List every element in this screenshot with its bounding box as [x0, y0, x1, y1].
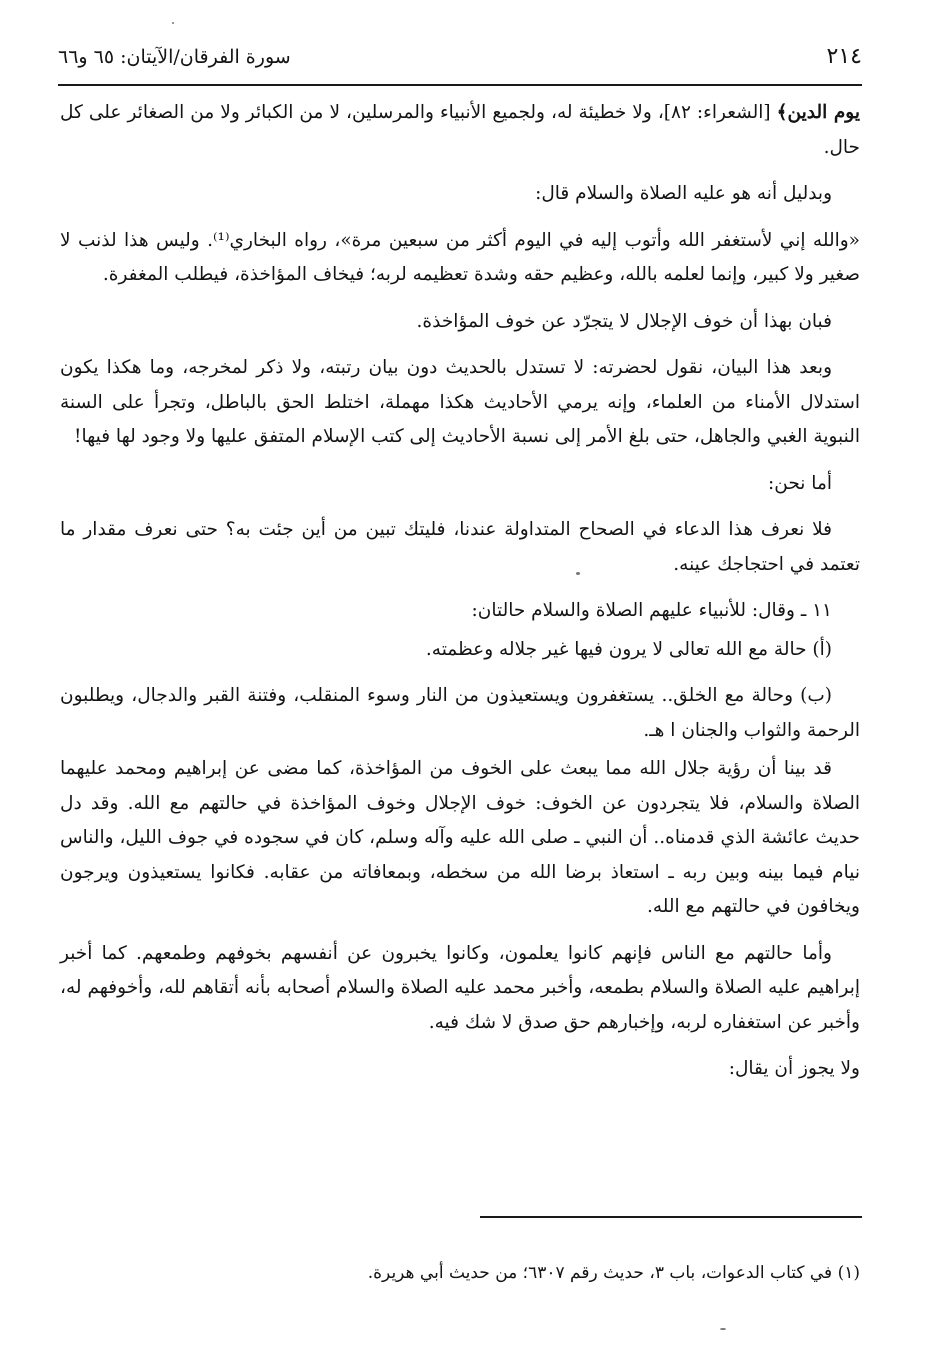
paragraph [60, 96, 860, 165]
running-title: سورة الفرقان/الآيتان: ٦٥ و٦٦ [58, 46, 291, 68]
paragraph: أما نحن: [768, 472, 832, 494]
quoted-claim-heading: ١١ ـ وقال: للأنبياء عليهم الصلاة والسلام حالتان: [471, 600, 832, 621]
paragraph: فلا نعرف هذا الدعاء في الصحاح المتداولة عندنا، فليتك تبين من أين جئت به؟ حتى نعرف مقدار ما تعتمد في احتجاجك عينه. [60, 519, 860, 575]
scan-speck [720, 1328, 726, 1330]
quoted-claim-item-a: (أ) حالة مع الله تعالى لا يرون فيها غير جلاله وعظمته. [425, 638, 832, 660]
paragraph: وبدليل أنه هو عليه الصلاة والسلام قال: [535, 183, 832, 204]
paragraph-text: [الشعراء: ٨٢]، ولا خطيئة له، ولجميع الأنبياء والمرسلين، لا من الكبائر ولا من الصغائر على كل حال. [60, 102, 860, 158]
scan-speck [576, 572, 580, 575]
page-header [58, 40, 862, 80]
paragraph: فبان بهذا أن خوف الإجلال لا يتجرّد عن خوف المؤاخذة. [416, 310, 832, 332]
scan-speck [172, 22, 174, 24]
paragraph: وأما حالتهم مع الناس فإنهم كانوا يعلمون، وكانوا يخبرون عن أنفسهم بخوفهم وطمعهم. كما أخبر إبراهيم عليه الصلاة والسلام بطمعه، وأخبر محمد عليه الصلاة والسلام أصحابه بأنه أتقاهم لله، وأخوفهم له، وأخبر عن استغفاره لربه، وإخبارهم حق صدق لا شك فيه. [60, 942, 860, 1033]
footnote: (١) في كتاب الدعوات، باب ٣، حديث رقم ٦٣٠٧؛ من حديث أبي هريرة. [367, 1263, 860, 1283]
header-rule [58, 84, 862, 86]
paragraph: وبعد هذا البيان، نقول لحضرته: لا تستدل بالحديث دون بيان رتبته، ولا ذكر لمخرجه، وما هكذا يكون استدلال الأمناء من العلماء، وإنه يرمي الأحاديث هكذا مهملة، اختلط الحق بالباطل، وتجرأ على السنة النبوية الغبي والجاهل، حتى بلغ الأمر إلى نسبة الأحاديث إلى كتب الإسلام المتفق عليها ولا وجود لها فيها! [60, 357, 860, 447]
hadith-quote: «والله إني لأستغفر الله وأتوب إليه في اليوم أكثر من سبعين مرة»، رواه البخاري⁽¹⁾. وليس هذا لذنب لا صغير ولا كبير، وإنما لعلمه بالله، وعظيم حقه وشدة تعظيمه لربه؛ فيخاف المؤاخذة، فيطلب المغفرة. [60, 229, 860, 285]
main-text [60, 96, 860, 1099]
bold-phrase: يوم الدين﴾ [776, 102, 860, 123]
paragraph: قد بينا أن رؤية جلال الله مما يبعث على الخوف من المؤاخذة، كما مضى عن إبراهيم ومحمد عليهما الصلاة والسلام، فلا يتجردون عن الخوف: خوف الإجلال وخوف المؤاخذة في حالتهم مع الله. وقد دل حديث عائشة الذي قدمناه.. أن النبي ـ صلى الله عليه وآله وسلم، كان في سجوده في جوف الليل، والناس نيام فيما بينه وبين ربه ـ استعاذ برضا الله من سخطه، وبمعافاته من عقابه. فكانوا يستعيذون ويرجون ويخافون في حالتهم مع الله. [60, 758, 860, 917]
paragraph: ولا يجوز أن يقال: [728, 1058, 860, 1079]
quoted-claim-item-b: (ب) وحالة مع الخلق.. يستغفرون ويستعيذون من النار وسوء المنقلب، وفتنة القبر والدجال، ويطلبون الرحمة والثواب والجنان ا هـ. [60, 685, 860, 741]
footnote-rule [480, 1216, 862, 1218]
page-number: ٢١٤ [826, 44, 862, 69]
